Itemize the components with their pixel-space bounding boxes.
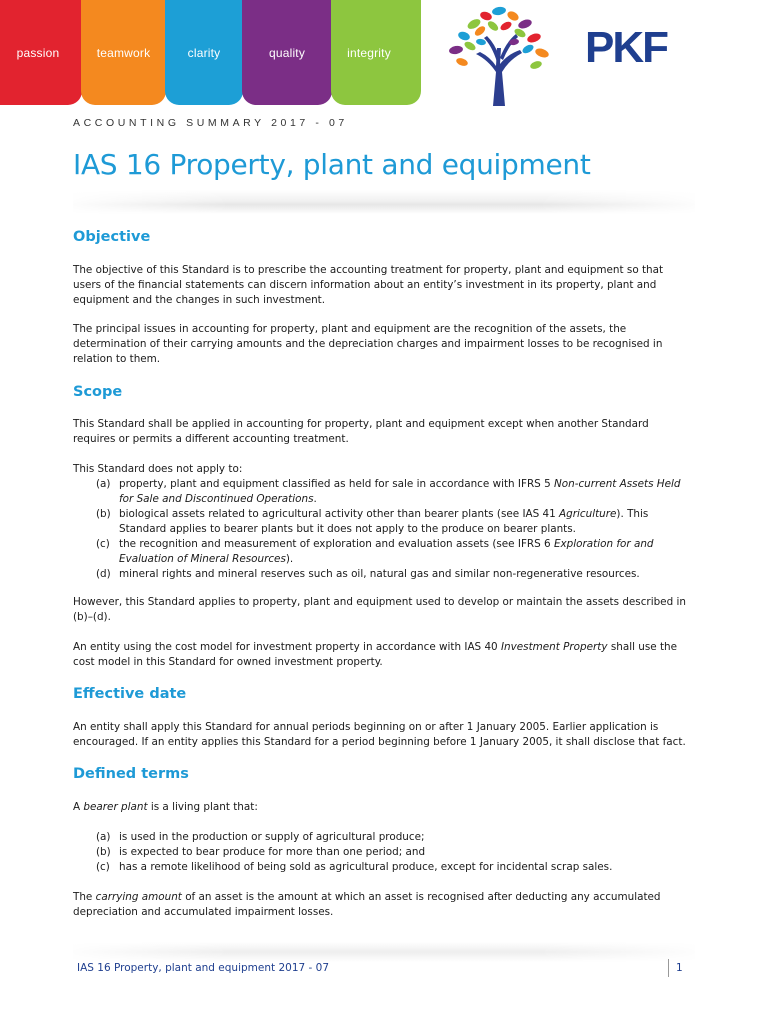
text-line: An entity shall apply this Standard for annual periods beginning on or after 1 January 2005. Earlier application is (73, 721, 659, 733)
value-tab-label: integrity (347, 46, 391, 60)
text-line: has a remote likelihood of being sold as agricultural produce, except for incidental scrap sales. (119, 861, 613, 873)
tree-logo-icon (436, 2, 560, 106)
value-tab-label: quality (268, 46, 306, 60)
value-tab-teamwork (81, 0, 166, 105)
value-tab-label: clarity (187, 46, 221, 60)
pkf-logo (585, 24, 697, 68)
text-line: The principal issues in accounting for property, plant and equipment are the recognition of the assets, the (73, 323, 627, 335)
text-line: is used in the production or supply of agricultural produce; (119, 831, 425, 843)
bearer-plant-criteria-list (73, 830, 695, 875)
objective-paragraph-1 (73, 263, 695, 308)
text-line: This Standard shall be applied in accounting for property, plant and equipment except when another Standard (73, 418, 649, 430)
summary-label: ACCOUNTING SUMMARY 2017 - 07 (73, 117, 348, 129)
list-marker: (a) (96, 831, 111, 843)
text-line: requires or permits a different accounting treatment. (73, 433, 349, 445)
scope-paragraph-3 (73, 640, 695, 670)
heading-effective-date: Effective date (73, 686, 187, 702)
text-span: is a living plant that: (147, 801, 258, 813)
list-marker: (a) (96, 478, 111, 490)
list-marker: (b) (96, 846, 111, 858)
standard-title: Non-current Assets Held (554, 478, 681, 490)
text-line: depreciation and accumulated impairment losses. (73, 906, 334, 918)
list-item (73, 830, 695, 845)
scope-paragraph-1 (73, 417, 695, 447)
text-span: biological assets related to agricultural activity other than bearer plants (see IAS 41 (119, 508, 560, 520)
scope-exclusions-list (73, 477, 695, 582)
carrying-amount-definition (73, 890, 695, 920)
value-tab-clarity (165, 0, 243, 105)
list-marker: (c) (96, 861, 110, 873)
text-span: . (313, 493, 317, 505)
text-line: Standard applies to bearer plants but it does not apply to the produce on bearer plants. (119, 523, 576, 535)
defined-term: bearer plant (83, 801, 148, 813)
standard-title: Agriculture (559, 508, 617, 520)
text-line: The objective of this Standard is to prescribe the accounting treatment for property, plant and equipment so that (73, 264, 664, 276)
scope-paragraph-2 (73, 595, 695, 625)
value-tab-label: passion (16, 46, 60, 60)
text-span: of an asset is the amount at which an asset is recognised after deducting any accumulated (181, 891, 661, 903)
value-tab-passion (0, 0, 82, 105)
text-line: users of the financial statements can discern information about an entity’s investment in its property, plant and (73, 279, 657, 291)
text-line: encouraged. If an entity applies this Standard for a period beginning before 1 January 2005, it shall disclose that fact. (73, 736, 686, 748)
title-divider (73, 190, 695, 214)
list-marker: (c) (96, 538, 110, 550)
text-span: the recognition and measurement of exploration and evaluation assets (see IFRS 6 (119, 538, 554, 550)
value-tab-quality (242, 0, 332, 105)
scope-intro (73, 462, 695, 477)
text-span: A (73, 801, 84, 813)
text-line: (b)–(d). (73, 611, 111, 623)
text-line: relation to them. (73, 353, 161, 365)
footer-title: IAS 16 Property, plant and equipment 2017 - 07 (77, 962, 330, 974)
header-banner (0, 0, 768, 105)
pkf-logo-text: PKF (585, 24, 667, 68)
heading-scope: Scope (73, 384, 123, 400)
effective-date-paragraph (73, 720, 695, 750)
footer-separator (668, 959, 669, 977)
list-item (73, 537, 695, 567)
text-span: property, plant and equipment classified as held for sale in accordance with IFRS 5 (119, 478, 554, 490)
text-span: An entity using the cost model for investment property in accordance with IAS 40 (73, 641, 501, 653)
text-line: determination of their carrying amounts and the depreciation charges and impairment losses to be recognised in (73, 338, 663, 350)
text-line: equipment and the changes in such investment. (73, 294, 326, 306)
standard-title: for Sale and Discontinued Operations (119, 493, 314, 505)
footer-divider (73, 942, 695, 962)
text-line: mineral rights and mineral reserves such as oil, natural gas and similar non-regenerative resources. (119, 568, 640, 580)
list-item (73, 477, 695, 507)
heading-objective: Objective (73, 229, 151, 245)
standard-title: Exploration for and (553, 538, 654, 550)
text-line: This Standard does not apply to: (73, 463, 243, 475)
page-title: IAS 16 Property, plant and equipment (73, 148, 591, 181)
text-span: shall use the (607, 641, 678, 653)
list-marker: (b) (96, 508, 111, 520)
defined-term: carrying amount (95, 891, 182, 903)
text-line: cost model in this Standard for owned investment property. (73, 656, 383, 668)
text-span: The (73, 891, 96, 903)
list-marker: (d) (96, 568, 111, 580)
list-item (73, 845, 695, 860)
value-tab-integrity (331, 0, 421, 105)
list-item (73, 507, 695, 537)
text-line: However, this Standard applies to property, plant and equipment used to develop or maintain the assets described in (73, 596, 686, 608)
standard-title: Evaluation of Mineral Resources (119, 553, 286, 565)
list-item (73, 860, 695, 875)
bearer-plant-definition (73, 800, 695, 815)
text-line: is expected to bear produce for more than one period; and (119, 846, 426, 858)
heading-defined-terms: Defined terms (73, 766, 189, 782)
objective-paragraph-2 (73, 322, 695, 367)
value-tab-label: teamwork (96, 46, 151, 60)
page-number: 1 (676, 962, 683, 974)
text-span: ). This (616, 508, 649, 520)
list-item (73, 567, 695, 582)
standard-title: Investment Property (500, 641, 608, 653)
text-span: ). (285, 553, 294, 565)
